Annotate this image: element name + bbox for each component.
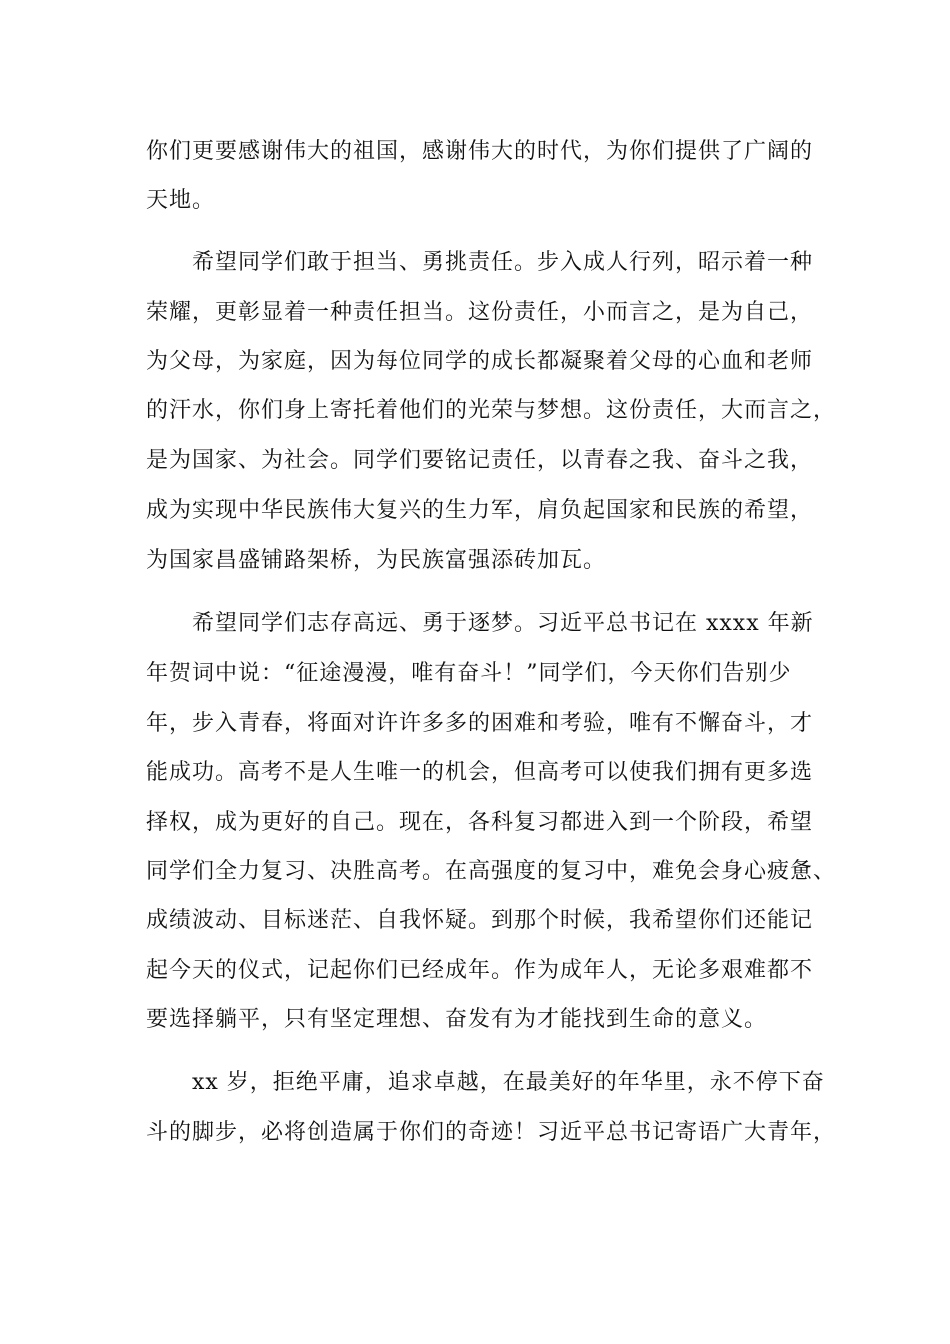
- text-line: 是为国家、为社会。同学们要铭记责任，以青春之我、奋斗之我，: [146, 448, 814, 473]
- text-line: 为父母，为家庭，因为每位同学的成长都凝聚着父母的心血和老师: [146, 349, 814, 374]
- text-line: 能成功。高考不是人生唯一的机会，但高考可以使我们拥有更多选: [146, 760, 814, 785]
- text-line: 天地。: [146, 188, 216, 213]
- text-line: 为国家昌盛铺路架桥，为民族富强添砖加瓦。: [146, 548, 607, 573]
- text-line: 要选择躺平，只有坚定理想、奋发有为才能找到生命的意义。: [146, 1007, 768, 1032]
- text-line: 同学们全力复习、决胜高考。在高强度的复习中，难免会身心疲惫、: [146, 859, 837, 884]
- text-line: 希望同学们敢于担当、勇挑责任。步入成人行列，昭示着一种: [192, 250, 814, 275]
- text-line: 成为实现中华民族伟大复兴的生力军，肩负起国家和民族的希望，: [146, 498, 814, 523]
- text-line: 年，步入青春，将面对许许多多的困难和考验，唯有不懈奋斗，才: [146, 711, 814, 736]
- text-line: 起今天的仪式，记起你们已经成年。作为成年人，无论多艰难都不: [146, 958, 814, 983]
- text-line: 荣耀，更彰显着一种责任担当。这份责任，小而言之，是为自己，: [146, 300, 814, 325]
- text-line: 年贺词中说：“征途漫漫，唯有奋斗！”同学们，今天你们告别少: [146, 661, 792, 686]
- text-line: 择权，成为更好的自己。现在，各科复习都进入到一个阶段，希望: [146, 810, 814, 835]
- text-line: 希望同学们志存高远、勇于逐梦。习近平总书记在 xxxx 年新: [192, 611, 814, 636]
- text-line: 成绩波动、目标迷茫、自我怀疑。到那个时候，我希望你们还能记: [146, 908, 814, 933]
- text-line: xx 岁，拒绝平庸，追求卓越，在最美好的年华里，永不停下奋: [192, 1070, 825, 1095]
- text-line: 斗的脚步，必将创造属于你们的奇迹！习近平总书记寄语广大青年，: [146, 1120, 837, 1145]
- text-line: 的汗水，你们身上寄托着他们的光荣与梦想。这份责任，大而言之，: [146, 398, 837, 423]
- text-line: 你们更要感谢伟大的祖国，感谢伟大的时代，为你们提供了广阔的: [146, 139, 814, 164]
